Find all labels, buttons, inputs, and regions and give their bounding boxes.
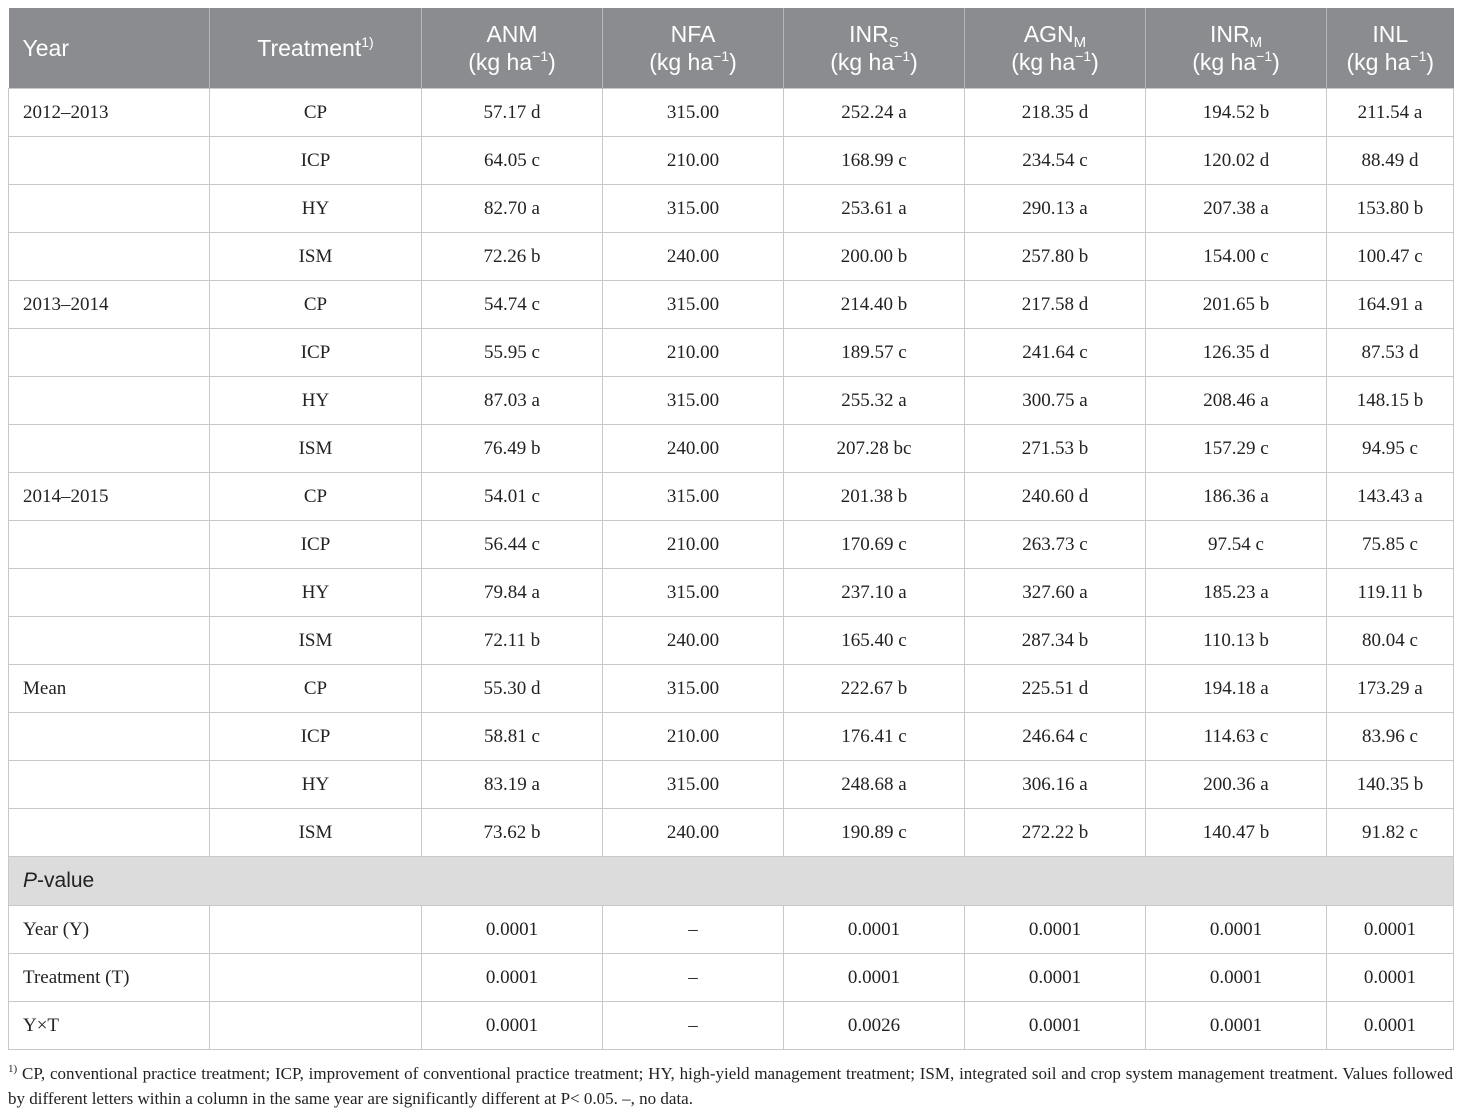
table-cell: 100.47 c (1327, 233, 1454, 281)
table-cell: 327.60 a (965, 569, 1146, 617)
table-cell: 176.41 c (784, 713, 965, 761)
table-cell: 165.40 c (784, 617, 965, 665)
table-cell: 54.01 c (422, 473, 603, 521)
table-row (9, 569, 1454, 617)
header-nfa: NFA (kg $ha^{-1}$) (603, 8, 784, 89)
table-cell: 0.0001 (422, 906, 603, 954)
table-cell: 0.0001 (1327, 954, 1454, 1002)
table-cell: 94.95 c (1327, 425, 1454, 473)
table-cell: 214.40 b (784, 281, 965, 329)
table-cell: 225.51 d (965, 665, 1146, 713)
table-cell: – (603, 906, 784, 954)
header-unit: (kg $ha^{-1}$) (1011, 48, 1099, 75)
table-cell: 140.47 b (1146, 809, 1327, 857)
table-cell: 201.38 b (784, 473, 965, 521)
table-row (9, 425, 1454, 473)
table-cell: 140.35 b (1327, 761, 1454, 809)
table-cell: 246.64 c (965, 713, 1146, 761)
table-cell: 126.35 d (1146, 329, 1327, 377)
table-cell: ICP (210, 329, 422, 377)
table-cell: 168.99 c (784, 137, 965, 185)
table-cell: 315.00 (603, 473, 784, 521)
table-cell: 185.23 a (1146, 569, 1327, 617)
table-cell: 315.00 (603, 761, 784, 809)
table-cell (9, 713, 210, 761)
table-cell: 0.0001 (1146, 954, 1327, 1002)
table-cell: 234.54 c (965, 137, 1146, 185)
table-cell: 306.16 a (965, 761, 1146, 809)
table-cell: ISM (210, 425, 422, 473)
table-cell: 218.35 d (965, 89, 1146, 137)
table-cell: 207.28 bc (784, 425, 965, 473)
table-cell (9, 617, 210, 665)
table-cell: 80.04 c (1327, 617, 1454, 665)
table-cell: 240.00 (603, 617, 784, 665)
table-cell: 315.00 (603, 89, 784, 137)
table-cell: 315.00 (603, 665, 784, 713)
table-cell (210, 906, 422, 954)
footnote-marker: 1) (8, 1063, 18, 1075)
table-cell: 148.15 b (1327, 377, 1454, 425)
table-cell: 200.00 b (784, 233, 965, 281)
table-cell: 54.74 c (422, 281, 603, 329)
table-cell: 0.0001 (784, 906, 965, 954)
table-cell: 315.00 (603, 281, 784, 329)
header-unit: (kg $ha^{-1}$) (468, 48, 556, 75)
table-cell (9, 425, 210, 473)
table-cell: 237.10 a (784, 569, 965, 617)
table-cell: 0.0001 (784, 954, 965, 1002)
table-row (9, 329, 1454, 377)
table-cell: HY (210, 761, 422, 809)
table-cell: 287.34 b (965, 617, 1146, 665)
table-cell: 315.00 (603, 377, 784, 425)
table-cell: 315.00 (603, 185, 784, 233)
table-cell: HY (210, 569, 422, 617)
table-cell: 119.11 b (1327, 569, 1454, 617)
table-cell: 208.46 a (1146, 377, 1327, 425)
table-cell: 88.49 d (1327, 137, 1454, 185)
table-row (9, 1002, 1454, 1050)
footnote-text: CP, conventional practice treatment; ICP, improvement of conventional practice treatment; HY, high-yield management treatment; ISM, integrated soil and crop system management treatment. Values followed by different letters within a column in the same year are significantly different at P< 0.05. –, no data. (8, 1064, 1453, 1108)
table-cell: 73.62 b (422, 809, 603, 857)
table-cell: 83.19 a (422, 761, 603, 809)
table-cell: 82.70 a (422, 185, 603, 233)
header-year: Year (9, 8, 210, 89)
table-cell: 252.24 a (784, 89, 965, 137)
table-cell: 0.0001 (1327, 1002, 1454, 1050)
footnote-marker: 1) (361, 34, 374, 50)
table-cell: 194.18 a (1146, 665, 1327, 713)
table-cell: – (603, 1002, 784, 1050)
table-cell: 120.02 d (1146, 137, 1327, 185)
table-cell: 253.61 a (784, 185, 965, 233)
table-row (9, 281, 1454, 329)
table-cell: 0.0001 (1327, 906, 1454, 954)
table-cell: 157.29 c (1146, 425, 1327, 473)
table-cell: 0.0001 (965, 906, 1146, 954)
table-cell: 56.44 c (422, 521, 603, 569)
table-cell: 210.00 (603, 329, 784, 377)
table-cell: 190.89 c (784, 809, 965, 857)
table-cell: 300.75 a (965, 377, 1146, 425)
table-cell: 194.52 b (1146, 89, 1327, 137)
table-cell: 0.0001 (422, 954, 603, 1002)
table-cell: Mean (9, 665, 210, 713)
table-row (9, 233, 1454, 281)
table-row (9, 521, 1454, 569)
table-cell: 2014–2015 (9, 473, 210, 521)
table-cell: 58.81 c (422, 713, 603, 761)
nitrogen-balance-table (8, 8, 1454, 1050)
table-cell: 186.36 a (1146, 473, 1327, 521)
table-cell: 2013–2014 (9, 281, 210, 329)
table-cell: 240.60 d (965, 473, 1146, 521)
table-cell: 222.67 b (784, 665, 965, 713)
header-agn-m: $AGN_M$ (kg $ha^{-1}$) (965, 8, 1146, 89)
header-unit: (kg $ha^{-1}$) (1346, 48, 1435, 75)
table-cell: 0.0001 (965, 1002, 1146, 1050)
header-inr-s: $INR_S$ (kg $ha^{-1}$) (784, 8, 965, 89)
header-inr-m: $INR_M$ (kg $ha^{-1}$) (1146, 8, 1327, 89)
header-unit: (kg $ha^{-1}$) (649, 48, 737, 75)
table-cell: 248.68 a (784, 761, 965, 809)
header-inl: INL (kg $ha^{-1}$) (1327, 8, 1454, 89)
table-cell: HY (210, 377, 422, 425)
table-cell: 154.00 c (1146, 233, 1327, 281)
table-cell: – (603, 954, 784, 1002)
table-row (9, 377, 1454, 425)
table-row (9, 906, 1454, 954)
table-cell (9, 761, 210, 809)
table-cell: 76.49 b (422, 425, 603, 473)
table-cell: 210.00 (603, 137, 784, 185)
table-cell: 189.57 c (784, 329, 965, 377)
table-row (9, 89, 1454, 137)
table-cell: 91.82 c (1327, 809, 1454, 857)
table-cell: 0.0001 (1146, 906, 1327, 954)
table-cell: 64.05 c (422, 137, 603, 185)
table-cell: 210.00 (603, 521, 784, 569)
table-cell: 241.64 c (965, 329, 1146, 377)
table-cell: 164.91 a (1327, 281, 1454, 329)
table-cell: 315.00 (603, 569, 784, 617)
table-cell: 0.0001 (422, 1002, 603, 1050)
table-cell: Year (Y) (9, 906, 210, 954)
table-cell: 271.53 b (965, 425, 1146, 473)
table-cell: 170.69 c (784, 521, 965, 569)
table-cell: 255.32 a (784, 377, 965, 425)
table-cell (9, 377, 210, 425)
table-row (9, 473, 1454, 521)
header-anm: ANM (kg $ha^{-1}$) (422, 8, 603, 89)
table-cell: Y×T (9, 1002, 210, 1050)
table-row (9, 954, 1454, 1002)
table-cell (9, 329, 210, 377)
table-cell: CP (210, 89, 422, 137)
table-cell: ISM (210, 809, 422, 857)
table-footnote (8, 1061, 1453, 1111)
table-cell: 110.13 b (1146, 617, 1327, 665)
table-header-row (9, 8, 1454, 89)
table-row (9, 137, 1454, 185)
table-cell: 211.54 a (1327, 89, 1454, 137)
table-row (9, 809, 1454, 857)
table-cell (210, 1002, 422, 1050)
table-row (9, 185, 1454, 233)
table-cell: 263.73 c (965, 521, 1146, 569)
table-cell: 257.80 b (965, 233, 1146, 281)
table-cell: 72.26 b (422, 233, 603, 281)
table-cell: 55.30 d (422, 665, 603, 713)
pvalue-section-header (9, 857, 1454, 906)
table-cell: CP (210, 281, 422, 329)
table-cell (210, 954, 422, 1002)
table-cell: 217.58 d (965, 281, 1146, 329)
header-unit: (kg $ha^{-1}$) (1192, 48, 1280, 75)
table-cell: ICP (210, 137, 422, 185)
table-cell (9, 521, 210, 569)
table-cell: 200.36 a (1146, 761, 1327, 809)
table-cell: CP (210, 473, 422, 521)
table-cell (9, 185, 210, 233)
table-cell: 0.0001 (1146, 1002, 1327, 1050)
table-cell: 75.85 c (1327, 521, 1454, 569)
table-cell (9, 137, 210, 185)
table-cell: 57.17 d (422, 89, 603, 137)
table-cell: 210.00 (603, 713, 784, 761)
table-cell: Treatment (T) (9, 954, 210, 1002)
header-treatment: Treatment$^{1)}$ (210, 8, 422, 89)
table-cell: 143.43 a (1327, 473, 1454, 521)
results-table-container (8, 8, 1453, 1050)
table-row (9, 665, 1454, 713)
header-unit: (kg $ha^{-1}$) (830, 48, 918, 75)
table-cell: 87.03 a (422, 377, 603, 425)
table-cell: 72.11 b (422, 617, 603, 665)
table-cell: ICP (210, 713, 422, 761)
table-cell: 79.84 a (422, 569, 603, 617)
table-cell: 201.65 b (1146, 281, 1327, 329)
table-cell: ICP (210, 521, 422, 569)
table-cell (9, 569, 210, 617)
table-cell: 97.54 c (1146, 521, 1327, 569)
table-row (9, 617, 1454, 665)
table-cell: 240.00 (603, 425, 784, 473)
table-cell: 207.38 a (1146, 185, 1327, 233)
table-cell: ISM (210, 233, 422, 281)
table-cell: 2012–2013 (9, 89, 210, 137)
table-cell: ISM (210, 617, 422, 665)
table-cell: 0.0026 (784, 1002, 965, 1050)
table-cell (9, 233, 210, 281)
table-cell: 240.00 (603, 233, 784, 281)
table-cell: 87.53 d (1327, 329, 1454, 377)
table-cell: 55.95 c (422, 329, 603, 377)
table-cell: 83.96 c (1327, 713, 1454, 761)
table-cell: 240.00 (603, 809, 784, 857)
table-row (9, 713, 1454, 761)
table-cell: 272.22 b (965, 809, 1146, 857)
table-cell (9, 809, 210, 857)
table-cell: 173.29 a (1327, 665, 1454, 713)
table-cell: 153.80 b (1327, 185, 1454, 233)
table-cell: HY (210, 185, 422, 233)
table-cell: 0.0001 (965, 954, 1146, 1002)
table-cell: 290.13 a (965, 185, 1146, 233)
pvalue-label: P-value (9, 857, 1454, 906)
table-cell: CP (210, 665, 422, 713)
table-body (9, 89, 1454, 1050)
table-cell: 114.63 c (1146, 713, 1327, 761)
table-row (9, 761, 1454, 809)
